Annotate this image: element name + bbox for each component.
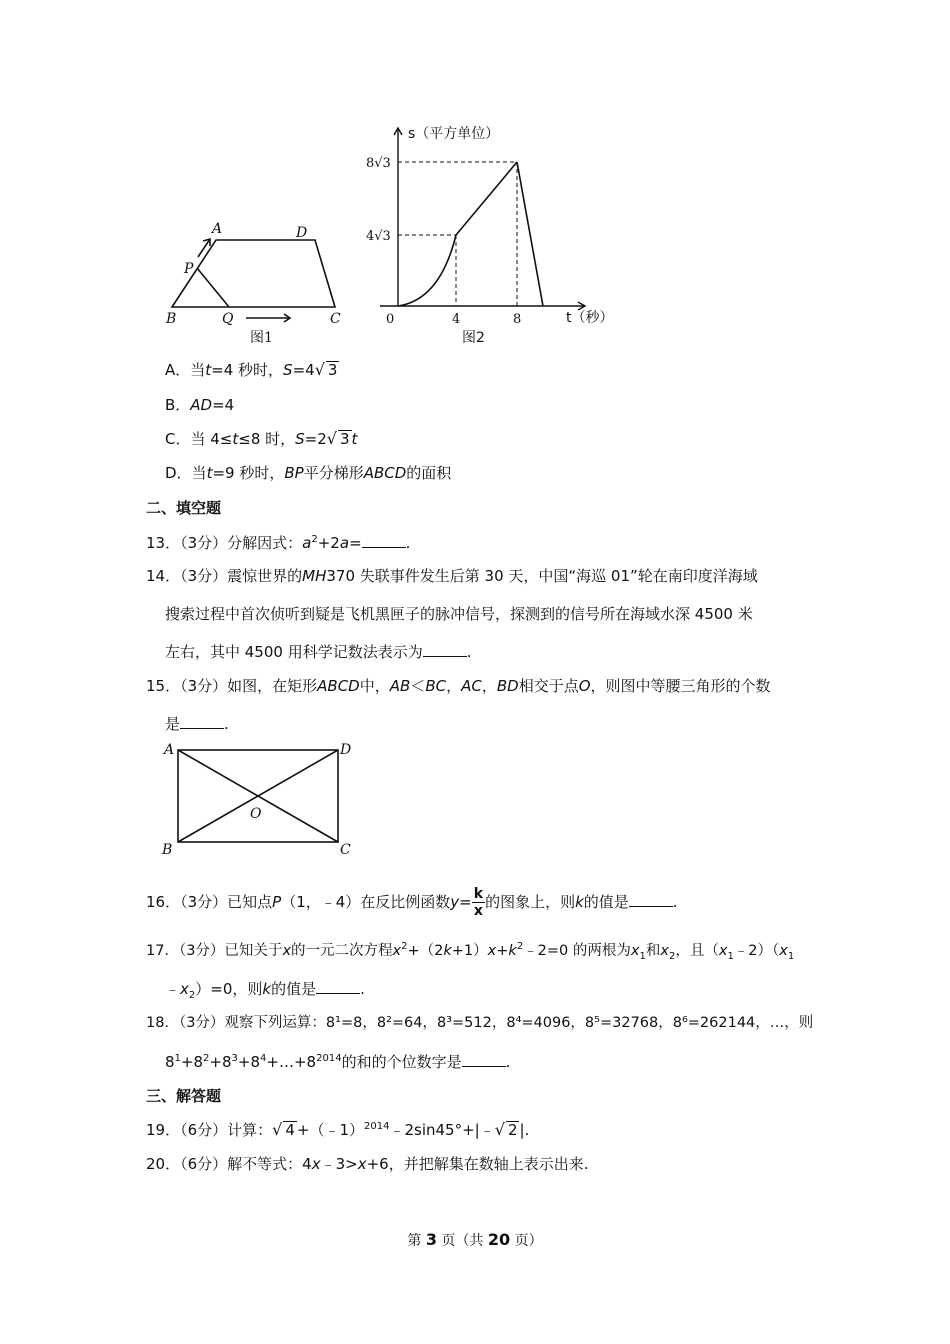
question-16: 16．（3分）已知点P（1，﹣4）在反比例函数y= $\frac{k}{x}$ 的图象上，则k的值是 . bbox=[146, 886, 678, 919]
arrow-p bbox=[198, 239, 210, 257]
fraction-k-over-x: $\frac{k}{x}$ bbox=[473, 886, 484, 919]
answer-blank[interactable] bbox=[462, 1051, 506, 1067]
y-tick-mid: 4√3 bbox=[366, 229, 391, 244]
section-title-fill-in: 二、填空题 bbox=[146, 499, 222, 517]
label-a: A bbox=[212, 221, 223, 237]
question-18-line-2: $8^1+8^2+8^3+8^4+\dots+8^{2014}$的和的个位数字是 . bbox=[165, 1053, 511, 1071]
segment-pq bbox=[197, 268, 229, 307]
question-15-line-2: 是 . bbox=[165, 715, 229, 733]
figure-2-caption: 图2 bbox=[462, 330, 485, 346]
label-b: B bbox=[166, 311, 177, 327]
section-title-solve: 三、解答题 bbox=[146, 1087, 222, 1105]
question-14-line-2: 搜索过程中首次侦听到疑是飞机黑匣子的脉冲信号，探测到的信号所在海域水深 4500 米 bbox=[165, 605, 753, 623]
option-c: C．当 4≤t≤8 时，S=2√ 3 t bbox=[165, 429, 358, 448]
figure-1-caption: 图1 bbox=[250, 330, 273, 346]
question-18-line-1: 18．（3分）观察下列运算：8¹=8，8²=64，8³=512，8⁴=4096，8⁵=32768，8⁶=262144，…，则 bbox=[146, 1015, 814, 1031]
line-8-end bbox=[517, 162, 543, 306]
x-tick-8: 8 bbox=[513, 312, 522, 327]
answer-blank[interactable] bbox=[629, 891, 673, 907]
question-14-line-1: 14．（3分）震惊世界的MH370 失联事件发生后第 30 天，中国“海巡 01”轮在南印度洋海域 bbox=[146, 567, 758, 585]
trapezoid-abcd bbox=[172, 240, 335, 307]
question-17-line-2: $﹣x_2)=0$，则k的值是 . bbox=[165, 980, 365, 1001]
label-c: C bbox=[330, 311, 341, 327]
answer-blank[interactable] bbox=[362, 532, 406, 548]
y-axis-label: s（平方单位） bbox=[408, 126, 500, 142]
question-15-line-1: 15．（3分）如图，在矩形ABCD中，AB＜BC，AC，BD相交于点O，则图中等腰三角形的个数 bbox=[146, 677, 771, 695]
y-tick-high: 8√3 bbox=[366, 156, 391, 171]
label-a: A bbox=[164, 742, 175, 758]
label-p: P bbox=[184, 261, 194, 277]
answer-blank[interactable] bbox=[316, 978, 360, 994]
figure-2-graph bbox=[360, 120, 630, 350]
question-14-line-3: 左右，其中 4500 用科学记数法表示为 . bbox=[165, 643, 472, 661]
label-q: Q bbox=[222, 311, 234, 327]
label-b: B bbox=[162, 842, 173, 858]
answer-blank[interactable] bbox=[180, 713, 224, 729]
page-footer: 第 3 页（共 20 页） bbox=[407, 1230, 543, 1249]
option-b: B．AD=4 bbox=[165, 396, 235, 414]
question-17-line-1: 17．（3分）已知关于x的一元二次方程$x^2+(2k+1)x+k^2﹣2=0$ 的两根为$x_1$和$x_2$，且$(x_1﹣2)(x_1$ bbox=[146, 941, 795, 962]
question-19: 19．（6分）计算：√ 4 +（﹣1）$^{2014}$﹣2sin45°+|﹣√ 2 |. bbox=[146, 1120, 530, 1139]
x-tick-0: 0 bbox=[386, 312, 395, 327]
answer-blank[interactable] bbox=[423, 641, 467, 657]
line-4-8 bbox=[456, 162, 517, 235]
label-d: D bbox=[340, 742, 352, 758]
label-d: D bbox=[296, 225, 308, 241]
option-d: D．当t=9 秒时，BP平分梯形ABCD的面积 bbox=[165, 464, 452, 482]
option-a: A．当t=4 秒时，S=4√ 3 bbox=[165, 360, 338, 379]
question-13: 13．（3分）分解因式：$a^2+2a=$ . bbox=[146, 534, 411, 552]
label-o: O bbox=[250, 806, 262, 822]
question-20: 20．（6分）解不等式：4x﹣3>x+6，并把解集在数轴上表示出来. bbox=[146, 1155, 589, 1173]
figure-rectangle bbox=[158, 738, 368, 863]
x-tick-4: 4 bbox=[452, 312, 461, 327]
label-c: C bbox=[340, 842, 351, 858]
x-axis-label: t（秒） bbox=[566, 310, 614, 326]
curve-0-4 bbox=[398, 235, 456, 306]
figure-1-trapezoid bbox=[160, 215, 360, 355]
